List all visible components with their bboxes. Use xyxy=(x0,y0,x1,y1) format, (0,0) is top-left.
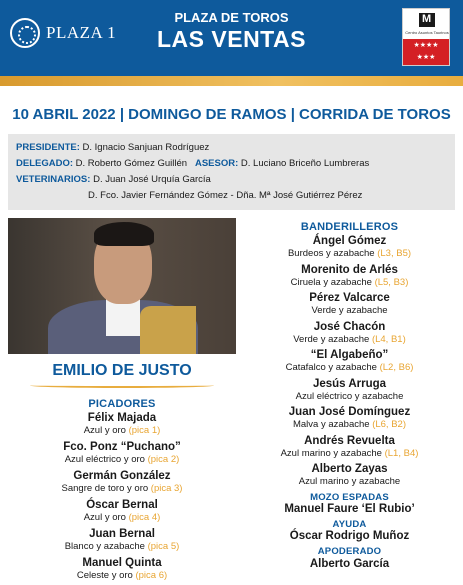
banderilleros-suit-line xyxy=(244,419,455,430)
stars-flag-icon: ★★★★ ★★★ xyxy=(403,39,449,65)
presidente-label: PRESIDENTE: xyxy=(16,142,80,153)
mozo-espadas-name: Manuel Faure ‘El Rubio’ xyxy=(284,503,415,515)
badge-caption: Centro Asuntos Taurinos xyxy=(405,30,449,35)
mozo-espadas-title: MOZO ESPADAS xyxy=(310,492,389,503)
comunidad-madrid-badge xyxy=(402,8,450,66)
asesor-name: D. Luciano Briceño Lumbreras xyxy=(240,158,370,169)
picadores-assignment-tag: (pica 3) xyxy=(150,483,183,494)
banderilleros-suit: Azul marino y azabache xyxy=(280,447,382,459)
apoderado-name: Alberto García xyxy=(309,558,390,570)
picadores-suit: Celeste y oro xyxy=(76,570,133,581)
picadores-assignment-tag: (pica 5) xyxy=(147,541,180,552)
apoderado-title: APODERADO xyxy=(317,546,382,557)
banderilleros-suit-line xyxy=(244,305,455,316)
venue-title: LAS VENTAS xyxy=(157,26,306,52)
delegado-name: D. Roberto Gómez Guillén xyxy=(75,158,188,169)
banderilleros-suit-line xyxy=(244,391,455,402)
delegado-row xyxy=(16,158,447,174)
delegado-label: DELEGADO: xyxy=(16,158,73,169)
matador-underline xyxy=(30,383,214,388)
banderilleros-suit: Verde y azabache xyxy=(311,305,388,316)
picadores-name: Germán González xyxy=(73,470,171,482)
picadores-name: Manuel Quinta xyxy=(82,557,162,569)
venue-subtitle: PLAZA DE TOROS xyxy=(174,10,289,25)
picadores-suit: Azul eléctrico y oro xyxy=(64,454,145,465)
veterinarios-row xyxy=(16,174,447,190)
matador-photo xyxy=(8,218,236,354)
header-banner xyxy=(0,0,463,76)
picadores-assignment-tag: (pica 6) xyxy=(135,570,168,581)
banderilleros-name: Jesús Arruga xyxy=(312,377,387,390)
picadores-suit: Sangre de toro y oro xyxy=(61,483,149,494)
banderilleros-name: Pérez Valcarce xyxy=(309,292,390,304)
picadores-assignment-tag: (pica 1) xyxy=(128,425,161,436)
banderilleros-suit: Azul marino y azabache xyxy=(298,476,401,487)
banderilleros-assignment-tag: (L6, B2) xyxy=(372,419,406,430)
veterinarios-row-2 xyxy=(16,190,447,206)
banderilleros-suit: Ciruela y azabache xyxy=(290,276,372,288)
ayuda-name: Óscar Rodrigo Muñoz xyxy=(289,530,410,542)
banderilleros-suit-line xyxy=(244,334,455,345)
logo-text: PLAZA 1 xyxy=(46,23,117,42)
picadores-suit-line xyxy=(8,483,236,494)
banderilleros-name: Juan José Domínguez xyxy=(288,406,411,418)
picadores-name: Félix Majada xyxy=(87,412,157,424)
banderilleros-name: José Chacón xyxy=(313,320,386,333)
picadores-suit-line xyxy=(8,570,236,581)
banderilleros-suit: Catafalco y azabache xyxy=(285,362,377,373)
veterinario-2: D. Fco. Javier Fernández Gómez - Dña. Mª José Gutiérrez Pérez xyxy=(88,190,363,201)
banderilleros-title: BANDERILLEROS xyxy=(300,221,399,233)
building-icon xyxy=(419,13,435,27)
picadores-suit-line xyxy=(8,512,236,523)
picadores-suit: Blanco y azabache xyxy=(64,541,145,552)
picadores-name: Fco. Ponz “Puchano” xyxy=(63,441,181,453)
banderilleros-suit-line xyxy=(244,277,455,288)
veterinarios-label: VETERINARIOS: xyxy=(16,174,91,185)
banderilleros-suit-line xyxy=(244,248,455,259)
banderilleros-name: Morenito de Arlés xyxy=(301,263,398,276)
picadores-assignment-tag: (pica 2) xyxy=(147,454,180,465)
picadores-suit-line xyxy=(8,454,236,465)
banderilleros-name: “El Algabeño” xyxy=(310,349,389,361)
picadores-name: Juan Bernal xyxy=(89,528,155,540)
banderilleros-suit-line xyxy=(244,448,455,459)
banderilleros-name: Andrés Revuelta xyxy=(304,434,395,447)
event-date-line: 10 ABRIL 2022 | DOMINGO DE RAMOS | CORRIDA DE TOROS xyxy=(12,106,451,123)
banderilleros-suit: Burdeos y azabache xyxy=(287,248,375,259)
picadores-suit-line xyxy=(8,541,236,552)
banderilleros-assignment-tag: (L5, B3) xyxy=(374,276,409,288)
banderilleros-assignment-tag: (L2, B6) xyxy=(379,362,414,373)
picadores-name: Óscar Bernal xyxy=(86,499,158,511)
picadores-title: PICADORES xyxy=(88,398,156,410)
picadores-suit: Azul y oro xyxy=(83,425,126,436)
banderilleros-name: Alberto Zayas xyxy=(311,463,388,475)
presidente-row xyxy=(16,142,447,158)
banderilleros-suit: Azul eléctrico y azabache xyxy=(295,390,404,402)
picadores-suit-line xyxy=(8,425,236,436)
asesor-label: ASESOR: xyxy=(194,158,239,169)
banderilleros-assignment-tag: (L3, B5) xyxy=(377,248,412,259)
picadores-suit: Azul y oro xyxy=(83,512,126,523)
banderilleros-assignment-tag: (L1, B4) xyxy=(384,447,419,459)
banderilleros-suit-line xyxy=(244,362,455,373)
ayuda-title: AYUDA xyxy=(332,519,367,530)
banderilleros-assignment-tag: (L4, B1) xyxy=(371,333,406,345)
picadores-assignment-tag: (pica 4) xyxy=(128,512,161,523)
officials-box xyxy=(8,134,455,210)
banderilleros-suit: Verde y azabache xyxy=(293,333,370,345)
header-stripe xyxy=(0,76,463,86)
banderilleros-suit-line xyxy=(244,476,455,487)
banderilleros-name: Ángel Gómez xyxy=(312,235,387,247)
matador-name: EMILIO DE JUSTO xyxy=(52,362,192,379)
veterinario-1: D. Juan José Urquía García xyxy=(93,174,211,185)
banderilleros-suit: Malva y azabache xyxy=(292,419,370,430)
presidente-name: D. Ignacio Sanjuan Rodríguez xyxy=(82,142,210,153)
